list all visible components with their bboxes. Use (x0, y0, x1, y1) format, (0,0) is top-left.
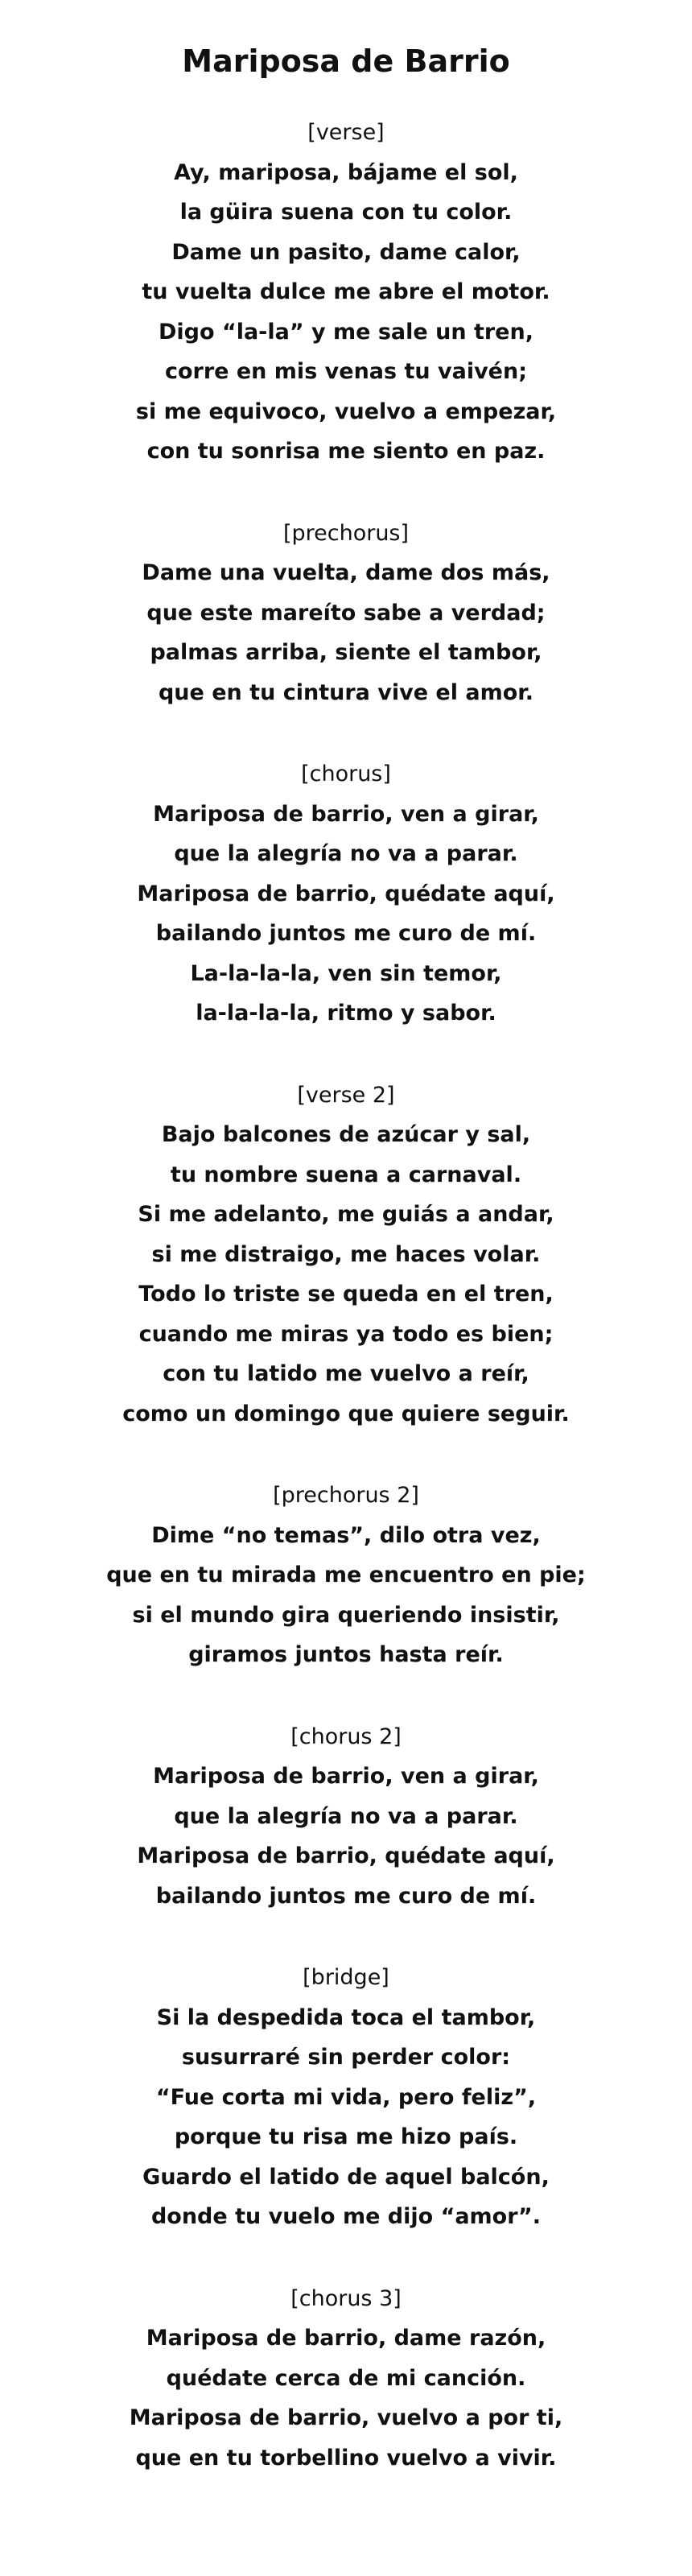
section-heading: [prechorus 2] (273, 1483, 419, 1508)
lyric-line: Todo lo triste se queda en el tren, (138, 1282, 554, 1307)
lyric-line: Si me adelanto, me guiás a andar, (138, 1202, 554, 1227)
lyric-line: si el mundo gira queriendo insistir, (132, 1602, 560, 1628)
lyric-line: porque tu risa me hizo país. (174, 2124, 518, 2149)
section-heading: [bridge] (303, 1965, 389, 1990)
lyric-line: giramos juntos hasta reír. (188, 1642, 504, 1667)
lyric-line: Ay, mariposa, bájame el sol, (174, 159, 518, 185)
section-heading: [verse] (307, 120, 385, 145)
lyric-line: Mariposa de barrio, ven a girar, (153, 801, 539, 827)
lyric-line: Mariposa de barrio, ven a girar, (153, 1764, 539, 1789)
lyric-section (0, 1476, 692, 1675)
lyric-line: tu vuelta dulce me abre el motor. (142, 279, 550, 304)
lyric-line: Bajo balcones de azúcar y sal, (161, 1122, 531, 1147)
lyric-section (0, 1075, 692, 1435)
lyric-line: que en tu cintura vive el amor. (158, 679, 534, 705)
lyric-line: Dime “no temas”, dilo otra vez, (151, 1522, 541, 1548)
lyrics-body (0, 113, 692, 2478)
section-heading: [chorus] (301, 762, 391, 786)
lyric-line: quédate cerca de mi canción. (166, 2365, 526, 2391)
lyric-line: donde tu vuelo me dijo “amor”. (150, 2204, 542, 2229)
lyric-line: cuando me miras ya todo es bien; (138, 1321, 554, 1347)
lyric-line: con tu latido me vuelvo a reír, (163, 1361, 529, 1386)
lyric-line: que en tu torbellino vuelvo a vivir. (135, 2445, 557, 2471)
lyric-line: con tu sonrisa me siento en paz. (146, 439, 546, 464)
lyric-line: la-la-la-la, ritmo y sabor. (196, 1001, 496, 1026)
lyric-line: corre en mis venas tu vaivén; (164, 359, 528, 384)
lyric-section (0, 514, 692, 713)
lyric-line: La-la-la-la, ven sin temor, (190, 960, 502, 986)
lyric-line: la güira suena con tu color. (179, 200, 513, 225)
lyric-line: Mariposa de barrio, vuelvo a por ti, (129, 2405, 563, 2430)
lyric-line: Mariposa de barrio, dame razón, (146, 2326, 546, 2351)
lyric-line: Digo “la-la” y me sale un tren, (159, 319, 533, 345)
section-heading: [prechorus] (282, 520, 410, 546)
lyric-line: palmas arriba, siente el tambor, (150, 640, 542, 665)
lyric-line: como un domingo que quiere seguir. (122, 1401, 570, 1426)
lyric-line: susurraré sin perder color: (181, 2045, 511, 2070)
lyric-line: que en tu mirada me encuentro en pie; (106, 1563, 586, 1587)
lyric-line: Guardo el latido de aquel balcón, (142, 2164, 550, 2190)
lyric-section (0, 113, 692, 472)
lyric-line: que la alegría no va a parar. (174, 841, 518, 866)
lyric-line: Dame un pasito, dame calor, (171, 239, 521, 265)
section-heading: [chorus 3] (290, 2285, 402, 2311)
section-heading: [verse 2] (297, 1082, 395, 1108)
lyric-line: Si la despedida toca el tambor, (156, 2004, 536, 2030)
lyric-line: Dame una vuelta, dame dos más, (142, 560, 550, 585)
lyric-line: bailando juntos me curo de mí. (155, 921, 537, 946)
lyric-section (0, 1958, 692, 2237)
lyric-line: si me equivoco, vuelvo a empezar, (135, 398, 557, 424)
song-title: Mariposa de Barrio (182, 43, 510, 79)
lyric-line: que este mareíto sabe a verdad; (146, 600, 546, 625)
lyric-line: que la alegría no va a parar. (174, 1803, 518, 1829)
section-heading: [chorus 2] (290, 1724, 402, 1749)
lyric-line: “Fue corta mi vida, pero feliz”, (155, 2084, 537, 2110)
lyric-line: tu nombre suena a carnaval. (170, 1162, 522, 1187)
lyric-section (0, 2279, 692, 2479)
lyric-section (0, 754, 692, 1034)
lyric-line: si me distraigo, me haces volar. (151, 1241, 541, 1267)
lyric-line: Mariposa de barrio, quédate aquí, (137, 881, 555, 906)
lyric-line: Mariposa de barrio, quédate aquí, (137, 1843, 555, 1868)
lyric-section (0, 1717, 692, 1917)
lyric-line: bailando juntos me curo de mí. (155, 1883, 537, 1909)
